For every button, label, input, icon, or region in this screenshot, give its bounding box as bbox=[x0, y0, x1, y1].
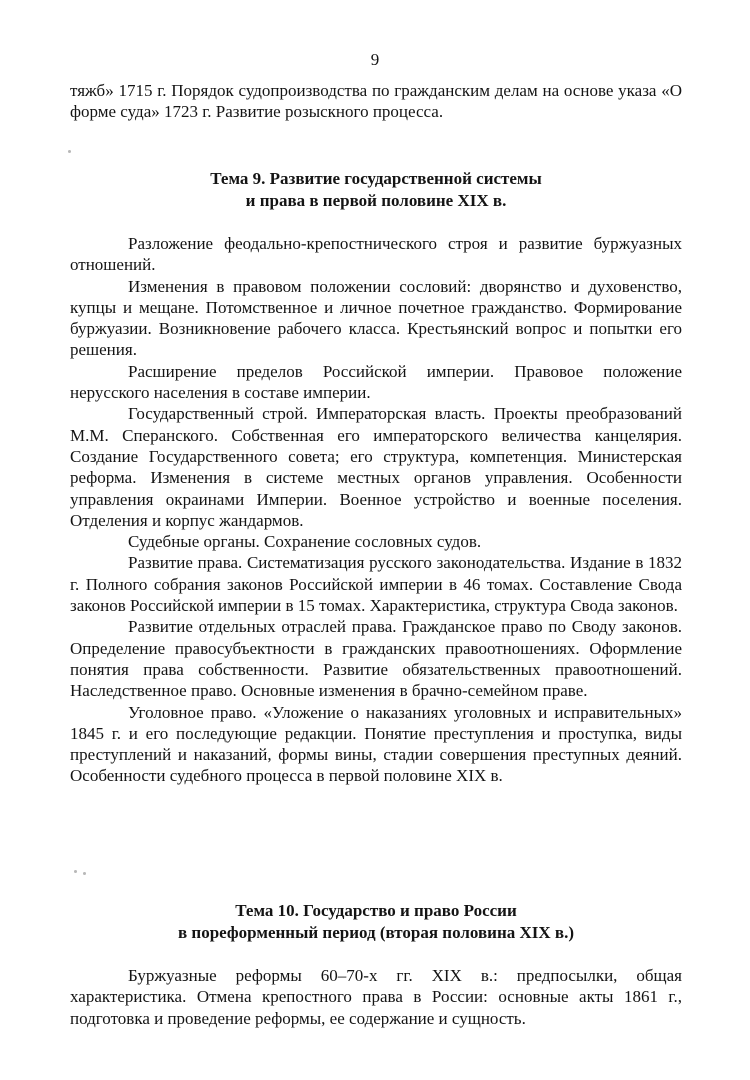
page-number: 9 bbox=[370, 50, 380, 69]
topic-9-paragraph: Государственный строй. Императорская власть. Проекты преобразований М.М. Сперанского. Собственная его императорского величества канцелярия. Создание Государственного совета; его структура, компетенция. Министерская реформа. Изменения в системе местных органов управления. Особенности управления окраинами Империи. Военное устройство и военные поселения. Отделения и корпус жандармов. bbox=[70, 404, 682, 530]
scan-speck bbox=[68, 150, 71, 153]
topic-10-heading-line-1: Тема 10. Государство и право России bbox=[235, 901, 517, 920]
intro-paragraph: тяжб» 1715 г. Порядок судопроизводства по гражданским делам на основе указа «О форме суда» 1723 г. Развитие розыскного процесса. bbox=[70, 81, 682, 122]
topic-9-heading-line-1: Тема 9. Развитие государственной системы bbox=[210, 169, 542, 188]
topic-9-body bbox=[70, 233, 682, 787]
topic-9-paragraph: Судебные органы. Сохранение сословных судов. bbox=[128, 532, 482, 552]
topic-9-paragraph: Расширение пределов Российской империи. Правовое положение нерусского населения в составе империи. bbox=[70, 361, 682, 403]
topic-10-heading bbox=[70, 900, 682, 944]
topic-9-paragraph: Уголовное право. «Уложение о наказаниях уголовных и исправительных» 1845 г. и его последующие редакции. Понятие преступления и проступка, виды преступлений и наказаний, формы вины, стадии совершения преступных деяний. Особенности судебного процесса в первой половине XIX в. bbox=[70, 702, 682, 786]
topic-9-heading-line-2: и права в первой половине XIX в. bbox=[245, 191, 507, 210]
topic-10-heading-line-2: в пореформенный период (вторая половина XIX в.) bbox=[177, 923, 575, 942]
topic-9-paragraph: Разложение феодально-крепостнического строя и развитие буржуазных отношений. bbox=[70, 234, 682, 275]
topic-9-paragraph: Изменения в правовом положении сословий: дворянство и духовенство, купцы и мещане. Потомственное и личное почетное гражданство. Формирование буржуазии. Возникновение рабочего класса. Крестьянский вопрос и попытки его решения. bbox=[70, 276, 682, 360]
topic-10-paragraph: Буржуазные реформы 60–70-х гг. XIX в.: предпосылки, общая характеристика. Отмена крепостного права в России: основные акты 1861 г., подготовка и проведение реформы, ее содержание и сущность. bbox=[70, 966, 682, 1028]
intro-continuation bbox=[70, 80, 682, 123]
topic-9-heading bbox=[70, 168, 682, 212]
scan-speck bbox=[83, 872, 86, 875]
topic-10-body bbox=[70, 965, 682, 1029]
scan-speck bbox=[74, 870, 77, 873]
topic-9-paragraph: Развитие отдельных отраслей права. Гражданское право по Своду законов. Определение правосубъектности в гражданских правоотношениях. Оформление понятия права собственности. Развитие обязательственных правоотношений. Наследственное право. Основные изменения в брачно-семейном праве. bbox=[70, 617, 682, 701]
topic-9-paragraph: Развитие права. Систематизация русского законодательства. Издание в 1832 г. Полного собрания законов Российской империи в 46 томах. Составление Свода законов Российской империи в 15 томах. Характеристика, структура Свода законов. bbox=[70, 553, 682, 616]
